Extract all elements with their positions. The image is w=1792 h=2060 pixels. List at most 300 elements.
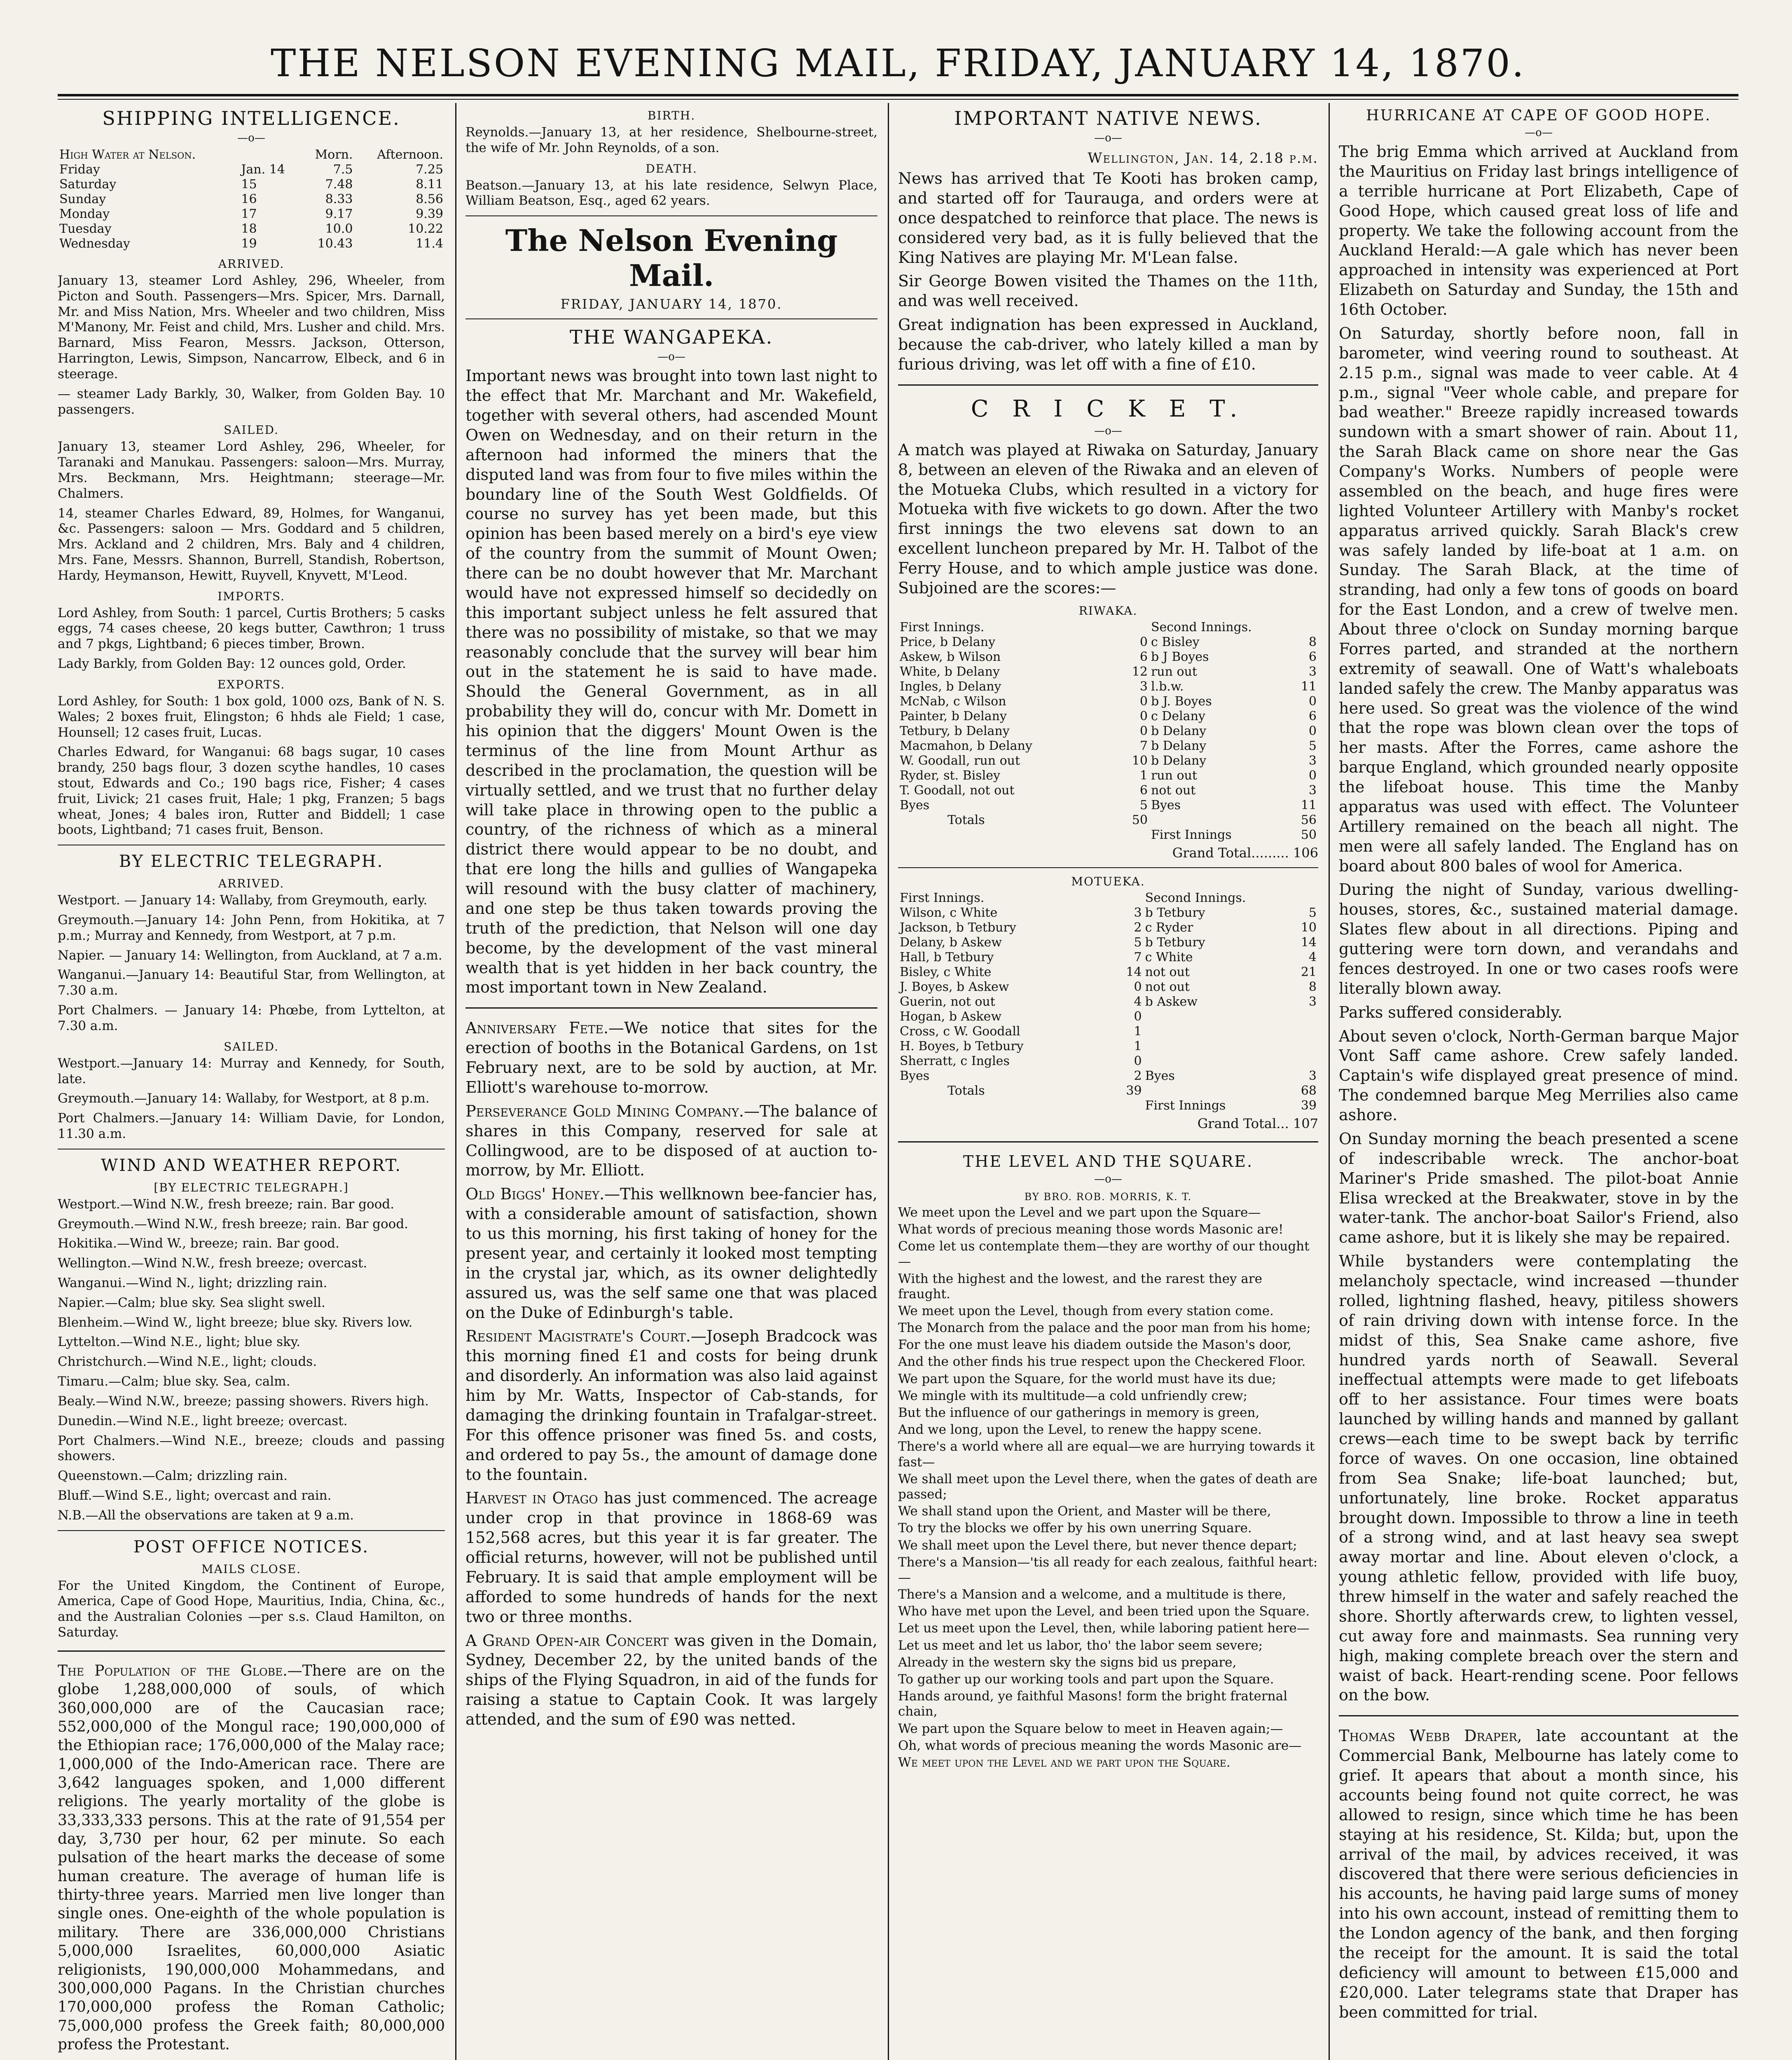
wind-item: Napier.—Calm; blue sky. Sea slight swell. <box>58 1295 325 1310</box>
imports-text-2: Lady Barkly, from Golden Bay: 12 ounces gold, Order. <box>58 656 406 672</box>
wind-note: N.B.—All the observations are taken at 9 a.m. <box>58 1508 354 1523</box>
poem-line: And the other finds his true respect upon the Checkered Floor. <box>898 1354 1306 1369</box>
dismissal: b Tetbury <box>1145 935 1205 950</box>
poem-line: There's a Mansion—'tis all ready for each zealous, faithful heart:— <box>898 1554 1318 1585</box>
total-spacer <box>1149 813 1287 828</box>
poem-line: Hands around, ye faithful Masons! form the bright fraternal chain, <box>898 1689 1288 1719</box>
rule <box>898 1141 1318 1142</box>
dismissal: b Delany <box>1151 723 1207 738</box>
wind-item: Bealy.—Wind N.W., breeze; passing showers. Rivers high. <box>58 1393 429 1409</box>
tide-day: Saturday <box>59 177 117 192</box>
batsman: Ryder, st. Bisley <box>900 768 1000 783</box>
wangapeka-heading: THE WANGAPEKA. <box>569 326 774 349</box>
batsman: Sherratt, c Ingles <box>900 1053 1010 1068</box>
telegraph-item: Wanganui.—January 14: Beautiful Star, from Wellington, at 7.30 a.m. <box>58 967 445 998</box>
score-row <box>898 906 1318 920</box>
wind-item: Westport.—Wind N.W., fresh breeze; rain. Bar good. <box>58 1196 394 1212</box>
concert-text: was given in the Domain, Sydney, December 22, by the united bands of the ships of the Flying Squadron, in aid of the funds for raising a statue to Captain Cook. It was largely attended, and the sum of £90 was netted. <box>466 1631 877 1728</box>
population-title: The Population of the Globe. <box>58 1662 288 1679</box>
score: 0 <box>1139 694 1148 709</box>
wangapeka-text: Important news was brought into town last night to the effect that Mr. Marchant and Mr. Wakefield, together with several others, had ascended Mount Owen on Wednesday, and on their return in the afternoon had informed the miners that the disputed land was from four to five miles within the boundary line of the South West Goldfields. Of course no survey has yet been made, but this opinion has been based merely on a bird's eye view of the country from the summit of Mount Owen; there can be no doubt however that Mr. Marchant would have not expressed himself so decidedly on this important subject unless he felt assured that there was no possibility of mistake, so that we may reasonably conclude that the survey will bear him out in the statement he is said to have made. Should the General Government, as in all probability they will do, concur with Mr. Domett in his opinion that the diggers' Mount Owen is the terminus of the line from Mount Arthur as described in the proclamation, the question will be virtually settled, and we trust that no further delay will take place in throwing open to the public a country, of the richness of which as a mineral district there would appear to be no doubt, and that ere long the hills and gullies of Wangapeka will resound with the busy clatter of machinery, and one step be thus taken towards proving the truth of the prediction, that Nelson will one day become, by the development of the vast mineral wealth that is yet hidden in her back country, the most important town in New Zealand. <box>466 367 877 997</box>
dismissal: b J. Boyes <box>1151 694 1212 709</box>
paper-date: FRIDAY, JANUARY 14, 1870. <box>560 296 783 312</box>
score <box>1286 1009 1318 1024</box>
harvest-article <box>466 1489 877 1627</box>
poem-line: Let us meet and let us labor, tho' the labor seem severe; <box>898 1638 1263 1653</box>
tide-row <box>58 192 445 207</box>
column-2 <box>466 103 877 2060</box>
dismissal: b Delany <box>1151 738 1207 753</box>
hurricane-paragraph: On Sunday morning the beach presented a scene of indescribable wreck. The anchor-boat Mariner's Pride smashed. The pilot-boat Annie Elisa wrecked at the Breakwater, stove in by the water-tank. The anchor-boat Sailor's Friend, also came ashore, but it is likely she may be repaired. <box>1339 1129 1738 1247</box>
post-heading: POST OFFICE NOTICES. <box>133 1537 369 1557</box>
level-square-author: BY BRO. ROB. MORRIS, K. T. <box>1024 1191 1192 1203</box>
separator: —o— <box>237 132 265 144</box>
batsman: Askew, b Wilson <box>900 649 1001 664</box>
tide-day: Monday <box>59 207 110 221</box>
separator: —o— <box>657 351 685 363</box>
totals-row <box>898 813 1318 828</box>
concert-title: A Grand Open-air Concert <box>466 1631 669 1650</box>
score-row <box>898 783 1318 798</box>
population-text: —There are on the globe 1,288,000,000 of souls, of which 360,000,000 are of the Caucasian race; 552,000,000 of the Mongul race; 190,000,000 of the Ethiopian race; 176,000,000 of the Malay race; 1,000,000 of the Indo-American race. There are 3,642 languages spoken, and 1,000 different religions. The yearly mortality of the globe is 33,333,333 persons. This at the rate of 91,554 per day, 3,730 per hour, 62 per minute. So each pulsation of the heart marks the decease of some human creature. The average of human life is thirty-three years. Married men live longer than single ones. One-eighth of the whole population is military. There are 336,000,000 Christians 5,000,000 Israelites, 60,000,000 Asiatic religionists, 190,000,000 Mohammedans, and 300,000,000 Pagans. In the Christian churches 170,000,000 profess the Roman Catholic; 75,000,000 profess the Greek faith; 80,000,000 profess the Protestant. <box>58 1662 445 2053</box>
exports-heading: EXPORTS. <box>217 677 285 691</box>
riwaka-score-table <box>898 620 1318 843</box>
poem-line: And we long, upon the Level, to renew the happy scene. <box>898 1422 1262 1437</box>
score: 8 <box>1308 979 1317 994</box>
score-row <box>898 980 1318 995</box>
hurricane-paragraph: The brig Emma which arrived at Auckland from the Mauritius on Friday last brings intelligence of a terrible hurricane at Port Elizabeth, Cape of Good Hope, which caused great loss of life and property. We take the following account from the Auckland Herald:—A gale which has never been approached in intensity was experienced at Port Elizabeth on Saturday and Sunday, the 15th and 16th October. <box>1339 143 1738 318</box>
arrived-text-2: — steamer Lady Barkly, 30, Walker, from Golden Bay. 10 passengers. <box>58 386 445 417</box>
honey-title: Old Biggs' Honey. <box>466 1185 605 1203</box>
telegraph-sailed-item: Westport.—January 14: Murray and Kennedy, for South, late. <box>58 1056 445 1086</box>
masthead <box>58 33 1738 95</box>
anniversary-title: Anniversary Fete. <box>466 1019 608 1037</box>
score-row <box>898 665 1318 679</box>
level-square-heading: THE LEVEL AND THE SQUARE. <box>963 1152 1254 1170</box>
score: 5 <box>1139 798 1148 812</box>
poem-line: We part upon the Square below to meet in Heaven again;— <box>898 1721 1283 1736</box>
separator: —o— <box>1094 132 1122 144</box>
wind-item: Lyttelton.—Wind N.E., light; blue sky. <box>58 1334 301 1350</box>
dismissal: run out <box>1151 768 1197 783</box>
death-text: Beatson.—January 13, at his late residence, Selwyn Place, William Beatson, Esq., aged 62 years. <box>466 178 877 208</box>
motueka-score-table <box>898 891 1318 1113</box>
rule <box>58 1650 445 1652</box>
score-row <box>898 995 1318 1009</box>
score-row <box>898 1009 1318 1024</box>
arrived-text: January 13, steamer Lord Ashley, 296, Wheeler, from Picton and South. Passengers—Mrs. Spicer, Mrs. Darnall, Mr. and Miss Nation, Mrs. Wheeler and two children, Miss M'Manony, Mr. Feist and child, Mrs. Lusher and child. Mrs. Barnard, Miss Fearon, Messrs. Jackson, Otterson, Harrington, Lewis, Simpson, Nancarrow, Elbeck, and 6 in steerage. <box>58 273 445 382</box>
cricket-heading: C R I C K E T. <box>971 395 1246 422</box>
score: 1 <box>1134 1024 1142 1039</box>
draper-article <box>1339 1726 1738 2022</box>
column-4 <box>1339 103 1738 2060</box>
score-row <box>898 635 1318 650</box>
tide-afternoon: 7.25 <box>416 162 443 177</box>
score-row <box>898 724 1318 739</box>
poem-line: Come let us contemplate them—they are worthy of our thought— <box>898 1239 1310 1269</box>
tide-afternoon: 8.11 <box>416 177 443 192</box>
innings-header <box>898 620 1318 635</box>
score: 6 <box>1139 649 1148 664</box>
score: 0 <box>1134 1053 1142 1068</box>
score: 0 <box>1308 768 1317 783</box>
shipping-heading: SHIPPING INTELLIGENCE. <box>102 107 400 129</box>
sailed-heading: SAILED. <box>224 423 279 437</box>
batsman: Byes <box>900 798 930 812</box>
batsman: Guerin, not out <box>900 994 995 1009</box>
score: 0 <box>1134 1009 1142 1024</box>
dismissal: not out <box>1145 979 1190 994</box>
score: 3 <box>1134 905 1142 920</box>
tide-day: Friday <box>59 162 100 177</box>
score: 1 <box>1139 768 1148 783</box>
wind-heading: WIND AND WEATHER REPORT. <box>101 1156 402 1175</box>
batsman: White, b Delany <box>900 664 1000 679</box>
dismissal: Byes <box>1151 798 1181 812</box>
wind-item: Dunedin.—Wind N.E., light breeze; overcast. <box>58 1413 348 1428</box>
wind-item: Greymouth.—Wind N.W., fresh breeze; rain. Bar good. <box>58 1216 409 1231</box>
tide-morn: 8.33 <box>325 192 353 206</box>
tide-row <box>58 207 445 222</box>
score: 0 <box>1139 709 1148 723</box>
total-second: 56 <box>1301 812 1317 827</box>
first-innings-label: First Innings <box>1145 1098 1226 1113</box>
draper-title: Thomas Webb Draper, <box>1339 1727 1522 1745</box>
score: 3 <box>1308 1068 1317 1083</box>
column-3 <box>898 103 1318 2060</box>
population-article <box>58 1662 445 2054</box>
hurricane-heading: HURRICANE AT CAPE OF GOOD HOPE. <box>1366 107 1711 124</box>
score: 3 <box>1308 994 1317 1009</box>
tide-afternoon: 8.56 <box>416 192 443 206</box>
hurricane-paragraph: On Saturday, shortly before noon, fall in barometer, wind veering round to southeast. At 2.15 p.m., signal was made to veer cable. At 4 p.m., signal "Veer whole cable, and prepare for bad weather." Breeze rapidly increased towards sundown with a smart shower of rain. About 11, the Sarah Black came on shore near the Gas Company's Works. Numbers of people were assembled on the beach, and huge fires were lighted Volunteer Artillery with Manby's rocket apparatus arrived quickly. Sarah Black's crew was safely landed by life-boat at 1 a.m. on Sunday. The Sarah Black, at the time of stranding, had only a few tons of goods on board for the East London, and a crew of twelve men. About three o'clock on Sunday morning barque Forres parted, and stranded at the northern extremity of seawall. One of Watt's whaleboats landed safely the crew. The Manby apparatus was here used. So great was the violence of the wind that the rope was blown clean over the tops of her masts. After the Forres, came ashore the barque England, which grounded nearly opposite the lifeboat house. This time the Manby apparatus was used with effect. The Volunteer Artillery remained on the beach all night. The men were all safely landed. The England has on board about 800 bales of wool for America. <box>1339 324 1738 875</box>
paper-title: The Nelson Evening Mail. <box>505 223 838 293</box>
telegraph-item: Port Chalmers. — January 14: Phœbe, from Lyttelton, at 7.30 a.m. <box>58 1003 445 1033</box>
dismissal: b J Boyes <box>1151 649 1209 664</box>
wind-subheading: [BY ELECTRIC TELEGRAPH.] <box>154 1180 349 1194</box>
poem-line: Let us meet upon the Level, then, while laboring patient here— <box>898 1621 1310 1636</box>
column-1 <box>58 103 445 2060</box>
score-row <box>898 798 1318 813</box>
tide-row <box>58 162 445 177</box>
wind-item: Bluff.—Wind S.E., light; overcast and rain. <box>58 1488 332 1503</box>
dismissal: c Ryder <box>1145 920 1193 935</box>
tide-date: 19 <box>241 236 257 251</box>
poem-line: We shall meet upon the Level there, but never thence depart; <box>898 1538 1297 1553</box>
dismissal: c Delany <box>1151 709 1205 723</box>
tide-date: 18 <box>241 222 257 236</box>
score: 3 <box>1308 753 1317 768</box>
spacer <box>1118 828 1149 843</box>
batsman: Ingles, b Delany <box>900 679 1001 694</box>
native-news-heading: IMPORTANT NATIVE NEWS. <box>954 107 1262 129</box>
tide-afternoon: 10.22 <box>408 222 443 236</box>
batsman: Hall, b Tetbury <box>900 950 994 964</box>
dismissal: Byes <box>1145 1068 1175 1083</box>
court-title: Resident Magistrate's Court. <box>466 1327 691 1346</box>
tide-morn: 7.5 <box>333 162 353 177</box>
native-news-dateline: Wellington, Jan. 14, 2.18 p.m. <box>1088 150 1318 166</box>
telegraph-arrived-heading: ARRIVED. <box>218 877 285 891</box>
birth-text: Reynolds.—January 13, at her residence, Shelbourne-street, the wife of Mr. John Reynolds, of a son. <box>466 125 877 155</box>
batsman: Delany, b Askew <box>900 935 1002 950</box>
wind-item: Blenheim.—Wind W., light breeze; blue sky. Rivers low. <box>58 1315 413 1330</box>
native-news-text-2: Sir George Bowen visited the Thames on the 11th, and was well received. <box>898 272 1318 310</box>
score: 3 <box>1308 664 1317 679</box>
masthead-title: THE NELSON EVENING MAIL, FRIDAY, JANUARY 14, 1870. <box>271 41 1525 85</box>
score: 2 <box>1134 1068 1142 1083</box>
score-row <box>898 935 1318 950</box>
wind-item: Wanganui.—Wind N., light; drizzling rain. <box>58 1276 328 1290</box>
poem-line: We meet upon the Level, though from every station come. <box>898 1303 1274 1318</box>
perseverance-title: Perseverance Gold Mining Company. <box>466 1102 744 1120</box>
rule <box>466 215 877 216</box>
imports-heading: IMPORTS. <box>218 589 285 603</box>
poem-line: But the influence of our gatherings in memory is green, <box>898 1405 1260 1420</box>
native-news-text: News has arrived that Te Kooti has broken camp, and started off for Taurauga, and orders were at once despatched to reinforce that place. The news is considered very bad, as it is fully believed that the King Natives are playing Mr. M'Lean false. <box>898 169 1318 267</box>
first-innings-label: First Innings <box>1151 827 1232 842</box>
total-first: 39 <box>1126 1083 1142 1098</box>
telegraph-sailed-item: Port Chalmers.—January 14: William Davie, for London, 11.30 a.m. <box>58 1111 445 1141</box>
rule <box>466 318 877 319</box>
dismissal: not out <box>1145 964 1190 979</box>
score: 7 <box>1139 738 1148 753</box>
wind-item: Christchurch.—Wind N.E., light; clouds. <box>58 1354 317 1369</box>
score-row <box>898 694 1318 709</box>
separator: —o— <box>1094 424 1122 437</box>
tide-header-cell <box>239 147 301 162</box>
innings-header <box>898 891 1318 906</box>
score-row <box>898 1054 1318 1069</box>
tide-header-cell: High Water at Nelson. <box>59 147 196 162</box>
honey-text: —This wellknown bee-fancier has, with a considerable amount of satisfaction, shown to us this morning, his first taking of honey for the present year, and certainly it looked most tempting in the crystal jar, which, as its owner delightedly assured us, was the self same one that was placed on the Duke of Edinburgh's table. <box>466 1185 877 1322</box>
score: 4 <box>1308 950 1317 964</box>
poem-line: We meet upon the Level and we part upon the Square. <box>898 1755 1231 1770</box>
wind-item: Queenstown.—Calm; drizzling rain. <box>58 1468 288 1484</box>
masthead-rule <box>58 94 1738 96</box>
totals-row <box>898 1084 1318 1098</box>
batsman: Painter, b Delany <box>900 709 1007 723</box>
exports-text-2: Charles Edward, for Wanganui: 68 bags sugar, 10 cases brandy, 250 bags flour, 3 dozen scythe handles, 10 cases stout, Edwards and Co.; 190 bags rice, Fisher; 4 cases fruit, Livick; 21 cases fruit, Hale; 1 pkg, Franzen; 5 bags wheat, Jones; 4 bales iron, Rutter and Biddell; 1 case boots, Lightband; 71 cases fruit, Benson. <box>58 744 445 838</box>
tide-date: 17 <box>241 207 257 221</box>
imports-text: Lord Ashley, from South: 1 parcel, Curtis Brothers; 5 casks eggs, 74 cases cheese, 20 kegs butter, Cawthron; 1 truss and 7 pkgs, Lightband; 6 pieces timber, Brown. <box>58 605 445 652</box>
tide-morn: 10.0 <box>325 222 353 236</box>
score: 0 <box>1134 979 1142 994</box>
motueka-heading: MOTUEKA. <box>1071 874 1145 888</box>
poem-line: We shall meet upon the Level there, when the gates of death are passed; <box>898 1471 1317 1502</box>
score-row <box>898 739 1318 754</box>
separator: —o— <box>1094 1173 1122 1185</box>
first-innings-header: First Innings. <box>900 620 985 634</box>
telegraph-item: Westport. — January 14: Wallaby, from Greymouth, early. <box>58 893 428 908</box>
poem <box>898 1205 1318 1770</box>
dismissal: run out <box>1151 664 1197 679</box>
poem-line: What words of precious meaning those words Masonic are! <box>898 1222 1284 1237</box>
concert-article <box>466 1631 877 1730</box>
score: 3 <box>1139 679 1148 694</box>
score-row <box>898 920 1318 935</box>
totals-label: Totals <box>947 812 985 827</box>
batsman: McNab, c Wilson <box>900 694 1006 709</box>
score: 0 <box>1139 634 1148 649</box>
tide-header <box>58 147 445 162</box>
wind-item: Port Chalmers.—Wind N.E., breeze; clouds and passing showers. <box>58 1433 445 1464</box>
harvest-title: Harvest in Otago <box>466 1489 598 1508</box>
death-heading: DEATH. <box>646 162 697 176</box>
native-news-text-3: Great indignation has been expressed in Auckland, because the cab-driver, who lately killed a man by furious driving, was let off with a fine of £10. <box>898 316 1318 373</box>
second-innings-header: Second Innings. <box>1151 620 1252 634</box>
dismissal: c White <box>1145 950 1193 964</box>
score-row <box>898 709 1318 724</box>
score: 3 <box>1308 783 1317 798</box>
tide-row <box>58 177 445 192</box>
telegraph-sailed-heading: SAILED. <box>224 1039 279 1053</box>
dismissal: b Delany <box>1151 753 1207 768</box>
masthead-rule-thin <box>58 99 1738 100</box>
harvest-text: has just commenced. The acreage under crop in that province in 1868-69 was 152,568 acres, but this year it is far greater. The official returns, however, will not be published until February. It is said that ample employment will be afforded to some hundreds of hands for the next two or three months. <box>466 1489 877 1626</box>
dismissal: l.b.w. <box>1151 679 1184 694</box>
score-row <box>898 1024 1318 1039</box>
tide-morn: 9.17 <box>325 207 353 221</box>
score: 7 <box>1134 950 1142 964</box>
score-row <box>898 1039 1318 1054</box>
batsman: Macmahon, b Delany <box>900 738 1032 753</box>
score: 5 <box>1134 935 1142 950</box>
dismissal: c Bisley <box>1151 634 1200 649</box>
score: 21 <box>1301 964 1317 979</box>
poem-line: We part upon the Square, for the world must have its due; <box>898 1371 1276 1386</box>
score <box>1286 1054 1318 1069</box>
batsman: Price, b Delany <box>900 634 996 649</box>
court-article <box>466 1327 877 1484</box>
dismissal <box>1144 1054 1286 1069</box>
spacer <box>898 828 1118 843</box>
batsman: Hogan, b Askew <box>900 1009 1002 1024</box>
total-first: 50 <box>1132 812 1148 827</box>
hurricane-paragraph: During the night of Sunday, various dwelling-houses, stores, &c., sustained material damage. Slates flew about in all directions. Piping and guttering were torn down, and verandahs and fences destroyed. In one or two cases roofs were literally blown away. <box>1339 880 1738 997</box>
tide-afternoon: 11.4 <box>416 236 443 251</box>
tide-date: Jan. 14 <box>241 162 285 177</box>
honey-article <box>466 1184 877 1323</box>
spacer <box>1111 1098 1144 1113</box>
column-divider <box>455 103 456 2060</box>
telegraph-heading: BY ELECTRIC TELEGRAPH. <box>119 852 384 871</box>
score: 0 <box>1308 723 1317 738</box>
score: 11 <box>1301 679 1317 694</box>
tide-header-cell: Afternoon. <box>377 147 443 162</box>
motueka-grand-total: Grand Total... 107 <box>1197 1115 1318 1131</box>
poem-line: To try the blocks we offer by his own unerring Square. <box>898 1521 1252 1536</box>
batsman: Wilson, c White <box>900 905 998 920</box>
batsman: H. Boyes, b Tetbury <box>900 1039 1024 1053</box>
perseverance-text: —The balance of shares in this Company, reserved for sale at Collingwood, are to be disposed of at auction to-morrow, by Mr. Elliott. <box>466 1102 877 1180</box>
sailed-text-2: 14, steamer Charles Edward, 89, Holmes, for Wanganui, &c. Passengers: saloon — Mrs. Goddard and 5 children, Mrs. Ackland and 2 children, Mrs. Baly and 4 children, Mrs. Fane, Messrs. Shannon, Burrell, Standish, Robertson, Hardy, Heymanson, Hewitt, Ruyvell, Knyvett, M'Leod. <box>58 506 445 583</box>
total-second: 68 <box>1301 1083 1317 1098</box>
score: 5 <box>1308 738 1317 753</box>
riwaka-heading: RIWAKA. <box>1078 604 1138 618</box>
telegraph-sailed-item: Greymouth.—January 14: Wallaby, for Westport, at 8 p.m. <box>58 1091 430 1106</box>
spacer <box>898 1098 1111 1113</box>
poem-line: There's a Mansion and a welcome, and a multitude is there, <box>898 1587 1287 1602</box>
exports-text: Lord Ashley, for South: 1 box gold, 1000 ozs, Bank of N. S. Wales; 2 boxes fruit, Elingston; 6 hhds ale Field; 1 case, Hounsell; 12 cases fruit, Lucas. <box>58 693 445 740</box>
draper-text: late accountant at the Commercial Bank, Melbourne has lately come to grief. It apears that about a month since, his accounts being found not quite correct, he was allowed to resign, since which time he has been staying at his residence, St. Kilda; but, upon the arrival of the mail, by advices received, it was discovered that there were serious deficiencies in his accounts, he having paid large sums of money into his own account, instead of remitting them to the London agency of the bank, and then forging the receipt for the amount. It is said the total deficiency will amount to between £15,000 and £20,000. Later telegrams state that Draper has been committed for trial. <box>1339 1727 1738 2021</box>
separator: —o— <box>1525 126 1553 139</box>
score: 10 <box>1301 920 1317 935</box>
score-row <box>898 679 1318 694</box>
poem-line: We shall stand upon the Orient, and Master will be there, <box>898 1504 1271 1519</box>
poem-line: We mingle with its multitude—a cold unfriendly crew; <box>898 1388 1247 1403</box>
tide-day: Wednesday <box>59 236 130 251</box>
riwaka-grand-total: Grand Total......... 106 <box>1172 845 1318 861</box>
score: 0 <box>1139 723 1148 738</box>
column-divider <box>1329 103 1330 2060</box>
hurricane-paragraph: While bystanders were contemplating the melancholy spectacle, wind increased —thunder rolled, lightning flashed, heavy, pitiless showers of rain driving down with intense force. In the midst of this, Sea Snake came ashore, five hundred yards north of Seawall. Several ineffectual attempts were made to get lifeboats off to her assistance. Four times were boats launched by willing hands and manned by gallant crews—each time to be swept back by terrific force of waves. On one occasion, line obtained from Sea Snake; life-boat launched; but, unfortunately, line broke. Rocket apparatus brought down. Impossible to throw a line in teeth of a strong wind, and at last heavy sea swept away mortar and line. About eleven o'clock, a young athletic fellow, provided with life buoy, threw himself in the water and safely reached the shore. Shortly afterwards crew, to lighten vessel, cut away fore and mainmasts. Sea running very high, making complete breach over the stern and waist of back. Heart-rending scene. Poor fellows on the bow. <box>1339 1252 1738 1704</box>
poem-line: To gather up our working tools and part upon the Square. <box>898 1672 1274 1687</box>
score: 8 <box>1308 634 1317 649</box>
cricket-text: A match was played at Riwaka on Saturday, January 8, between an eleven of the Riwaka and an eleven of the Motueka Clubs, which resulted in a victory for Motueka with five wickets to go down. After the two first innings the two elevens sat down to an excellent luncheon prepared by Mr. H. Talbot of the Ferry House, and to which ample justice was done. Subjoined are the scores:— <box>898 440 1318 597</box>
score: 10 <box>1132 753 1148 768</box>
score: 6 <box>1308 709 1317 723</box>
batsman: Bisley, c White <box>900 964 992 979</box>
poem-line: With the highest and the lowest, and the rarest they are fraught. <box>898 1271 1262 1302</box>
score: 14 <box>1301 935 1317 950</box>
first-innings-row <box>898 828 1318 843</box>
dismissal: b Askew <box>1145 994 1198 1009</box>
hurricane-paragraph: About seven o'clock, North-German barque Major Vont Saff came ashore. Crew safely landed. Captain's wife displayed great presence of mind. The condemned barque Meg Merrilies also came ashore. <box>1339 1027 1738 1124</box>
wind-item: Hokitika.—Wind W., breeze; rain. Bar good. <box>58 1236 339 1251</box>
total-spacer <box>1144 1084 1286 1098</box>
anniversary-text: —We notice that sites for the erection of booths in the Botanical Gardens, on 1st February next, are to be sold by auction, at Mr. Elliott's warehouse to-morrow. <box>466 1019 877 1096</box>
tide-table <box>58 147 445 251</box>
tide-day: Tuesday <box>59 222 112 236</box>
birth-heading: BIRTH. <box>647 109 696 122</box>
score <box>1286 1024 1318 1039</box>
rule <box>1339 1715 1738 1716</box>
tide-date: 15 <box>241 177 257 192</box>
tide-afternoon: 9.39 <box>416 207 443 221</box>
first-innings-value: 50 <box>1301 827 1317 842</box>
arrived-heading: ARRIVED. <box>218 257 285 271</box>
first-innings-row <box>898 1098 1318 1113</box>
score-row <box>898 754 1318 768</box>
tide-day: Sunday <box>59 192 106 206</box>
score: 14 <box>1126 964 1142 979</box>
score: 6 <box>1308 649 1317 664</box>
batsman: Tetbury, b Delany <box>900 723 1010 738</box>
rule <box>466 1007 877 1009</box>
score: 12 <box>1132 664 1148 679</box>
score: 4 <box>1134 994 1142 1009</box>
score-row <box>898 1069 1318 1084</box>
batsman: Jackson, b Tetbury <box>900 920 1016 935</box>
rule <box>898 384 1318 386</box>
first-innings-value: 39 <box>1301 1098 1317 1113</box>
telegraph-item: Napier. — January 14: Wellington, from Auckland, at 7 a.m. <box>58 948 442 963</box>
batsman: Cross, c W. Goodall <box>900 1024 1020 1039</box>
tide-morn: 10.43 <box>317 236 353 251</box>
batsman: Byes <box>900 1068 930 1083</box>
score: 11 <box>1301 798 1317 812</box>
dismissal: not out <box>1151 783 1196 798</box>
tide-morn: 7.48 <box>325 177 353 192</box>
score-row <box>898 965 1318 980</box>
poem-line: Already in the western sky the signs bid us prepare, <box>898 1655 1237 1670</box>
poem-line: Oh, what words of precious meaning the words Masonic are— <box>898 1738 1302 1753</box>
dismissal <box>1144 1009 1286 1024</box>
first-innings-header: First Innings. <box>900 890 985 905</box>
poem-line: For the one must leave his diadem outside the Mason's door, <box>898 1337 1292 1353</box>
rule <box>58 1530 445 1531</box>
